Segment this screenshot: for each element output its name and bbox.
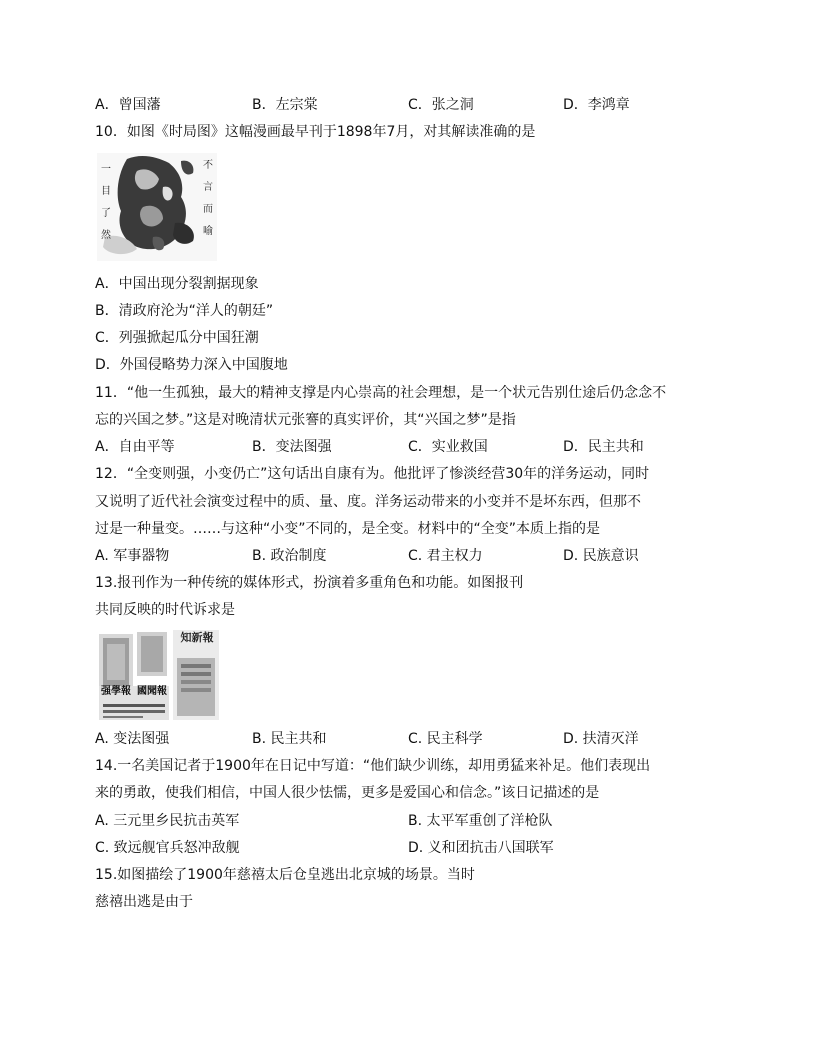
q12-stem-line-1: 12．“全变则强，小变仍亡”这句话出自康有为。他批评了惨淡经营30年的洋务运动，同时	[95, 466, 650, 482]
q9-option-a: A．曾国藩	[95, 97, 161, 113]
q10-option-d: D．外国侵略势力深入中国腹地	[95, 357, 288, 373]
q10-option-c: C．列强掀起瓜分中国狂潮	[95, 330, 259, 346]
q11-stem-line-1: 11．“他一生孤独，最大的精神支撑是内心崇高的社会理想，是一个状元告别仕途后仍念念不	[95, 385, 667, 401]
q14-stem-line-2: 来的勇敢，使我们相信，中国人很少怯懦，更多是爱国心和信念。”该日记描述的是	[95, 785, 600, 801]
q9-option-c: C．张之洞	[408, 97, 474, 113]
q9-option-d: D．李鸿章	[563, 97, 630, 113]
q13-masthead-qiangxue: 强學報	[101, 686, 131, 697]
q11-option-d: D．民主共和	[563, 439, 644, 455]
q13-option-d: D. 扶清灭洋	[563, 731, 639, 747]
q13-newspapers-image	[97, 630, 221, 722]
q10-cartoon-left-caption: 一 目 了 然	[101, 164, 111, 241]
q13-stem-line-1: 13.报刊作为一种传统的媒体形式，扮演着多重角色和功能。如图报刊	[95, 575, 524, 591]
q14-option-c: C. 致远舰官兵怒冲敌舰	[95, 840, 240, 856]
q14-stem-line-1: 14.一名美国记者于1900年在日记中写道：“他们缺少训练，却用勇猛来补足。他们表现出	[95, 758, 651, 774]
q10-option-b: B．清政府沦为“洋人的朝廷”	[95, 303, 274, 319]
q15-stem-line-1: 15.如图描绘了1900年慈禧太后仓皇逃出北京城的场景。当时	[95, 867, 475, 883]
q10-option-a: A．中国出现分裂割据现象	[95, 276, 259, 292]
q13-masthead-guowen: 國聞報	[137, 686, 167, 697]
q13-option-c: C. 民主科学	[408, 731, 483, 747]
q14-option-b: B. 太平军重创了洋枪队	[408, 813, 553, 829]
q12-stem-line-2: 又说明了近代社会演变过程中的质、量、度。洋务运动带来的小变并不是坏东西，但那不	[95, 494, 641, 510]
q14-option-a: A. 三元里乡民抗击英军	[95, 813, 240, 829]
q11-option-c: C．实业救国	[408, 439, 488, 455]
q14-option-d: D. 义和团抗击八国联军	[408, 840, 554, 856]
q13-option-a: A. 变法图强	[95, 731, 170, 747]
q12-stem-line-3: 过是一种量变。……与这种“小变”不同的，是全变。材料中的“全变”本质上指的是	[95, 521, 601, 537]
q10-stem: 10．如图《时局图》这幅漫画最早刊于1898年7月，对其解读准确的是	[95, 124, 536, 140]
q13-masthead-zhixin: 知新報	[180, 631, 214, 644]
q11-option-b: B．变法图强	[252, 439, 332, 455]
q13-option-b: B. 民主共和	[252, 731, 327, 747]
q13-stem-line-2: 共同反映的时代诉求是	[95, 602, 235, 618]
q9-option-b: B．左宗棠	[252, 97, 318, 113]
q12-option-b: B. 政治制度	[252, 548, 327, 564]
q12-option-c: C. 君主权力	[408, 548, 483, 564]
q12-option-d: D. 民族意识	[563, 548, 639, 564]
q11-option-a: A．自由平等	[95, 439, 175, 455]
q12-option-a: A. 军事器物	[95, 548, 170, 564]
q11-stem-line-2: 忘的兴国之梦。”这是对晚清状元张謇的真实评价，其“兴国之梦”是指	[95, 412, 516, 428]
q10-cartoon-image	[97, 153, 217, 261]
q10-cartoon-right-caption: 不 言 而 喻	[203, 160, 213, 237]
q15-stem-line-2: 慈禧出逃是由于	[95, 894, 193, 910]
